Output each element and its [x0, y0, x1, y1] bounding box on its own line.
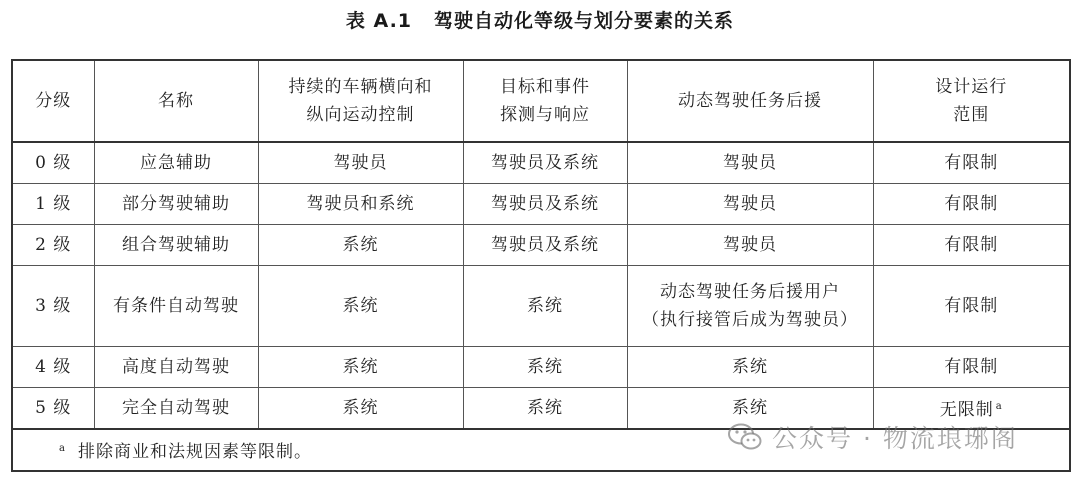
table-row: [12, 266, 1070, 347]
cell-control: 系统: [258, 225, 463, 266]
cell-level: 5 级: [12, 388, 94, 430]
cell-detection: 驾驶员及系统: [463, 184, 627, 225]
cell-control: 驾驶员: [258, 142, 463, 184]
cell-name: 完全自动驾驶: [94, 388, 258, 430]
cell-fallback: 系统: [627, 347, 873, 388]
cell-fallback: 驾驶员: [627, 225, 873, 266]
table-row: [12, 142, 1070, 184]
cell-odd: 有限制: [873, 184, 1070, 225]
cell-odd: 有限制: [873, 347, 1070, 388]
header-motion-control: 持续的车辆横向和 纵向运动控制: [258, 60, 463, 142]
cell-odd: 无限制 $^a$: [873, 388, 1070, 430]
cell-odd: 有限制: [873, 266, 1070, 347]
cell-name: 部分驾驶辅助: [94, 184, 258, 225]
cell-name: 应急辅助: [94, 142, 258, 184]
cell-name: 有条件自动驾驶: [94, 266, 258, 347]
table-number: 表 A.1: [345, 10, 413, 32]
cell-control: 系统: [258, 266, 463, 347]
cell-detection: 驾驶员及系统: [463, 225, 627, 266]
cell-level: 0 级: [12, 142, 94, 184]
cell-detection: 驾驶员及系统: [463, 142, 627, 184]
footnote-marker: a: [995, 400, 1003, 412]
cell-odd: 有限制: [873, 142, 1070, 184]
table-row: [12, 184, 1070, 225]
header-fallback: 动态驾驶任务后援: [627, 60, 873, 142]
table-row: [12, 347, 1070, 388]
cell-level: 1 级: [12, 184, 94, 225]
cell-detection: 系统: [463, 347, 627, 388]
table-caption: 驾驶自动化等级与划分要素的关系: [434, 10, 735, 32]
wechat-icon: [728, 423, 762, 451]
header-odd: 设计运行 范围: [873, 60, 1070, 142]
cell-fallback: 系统: [627, 388, 873, 430]
cell-detection: 系统: [463, 266, 627, 347]
cell-name: 组合驾驶辅助: [94, 225, 258, 266]
cell-level: 4 级: [12, 347, 94, 388]
header-level: 分级: [12, 60, 94, 142]
cell-detection: 系统: [463, 388, 627, 430]
watermark: [728, 419, 1018, 455]
cell-level: 3 级: [12, 266, 94, 347]
footnote-text: 排除商业和法规因素等限制。: [77, 441, 312, 462]
cell-control: 系统: [258, 347, 463, 388]
cell-fallback: 动态驾驶任务后援用户 （执行接管后成为驾驶员）: [627, 266, 873, 347]
footnote-mark: a: [59, 442, 66, 454]
cell-control: 系统: [258, 388, 463, 430]
header-detection-response: 目标和事件 探测与响应: [463, 60, 627, 142]
cell-odd: 有限制: [873, 225, 1070, 266]
automation-level-table: [11, 59, 1071, 472]
cell-fallback: 驾驶员: [627, 184, 873, 225]
cell-level: 2 级: [12, 225, 94, 266]
header-row: [12, 60, 1070, 142]
cell-fallback: 驾驶员: [627, 142, 873, 184]
table-row: [12, 225, 1070, 266]
cell-control: 驾驶员和系统: [258, 184, 463, 225]
header-name: 名称: [94, 60, 258, 142]
table-header: [12, 60, 1070, 142]
cell-name: 高度自动驾驶: [94, 347, 258, 388]
watermark-text: 公众号 · 物流琅琊阁: [772, 424, 1018, 453]
table-title: [0, 6, 1080, 33]
